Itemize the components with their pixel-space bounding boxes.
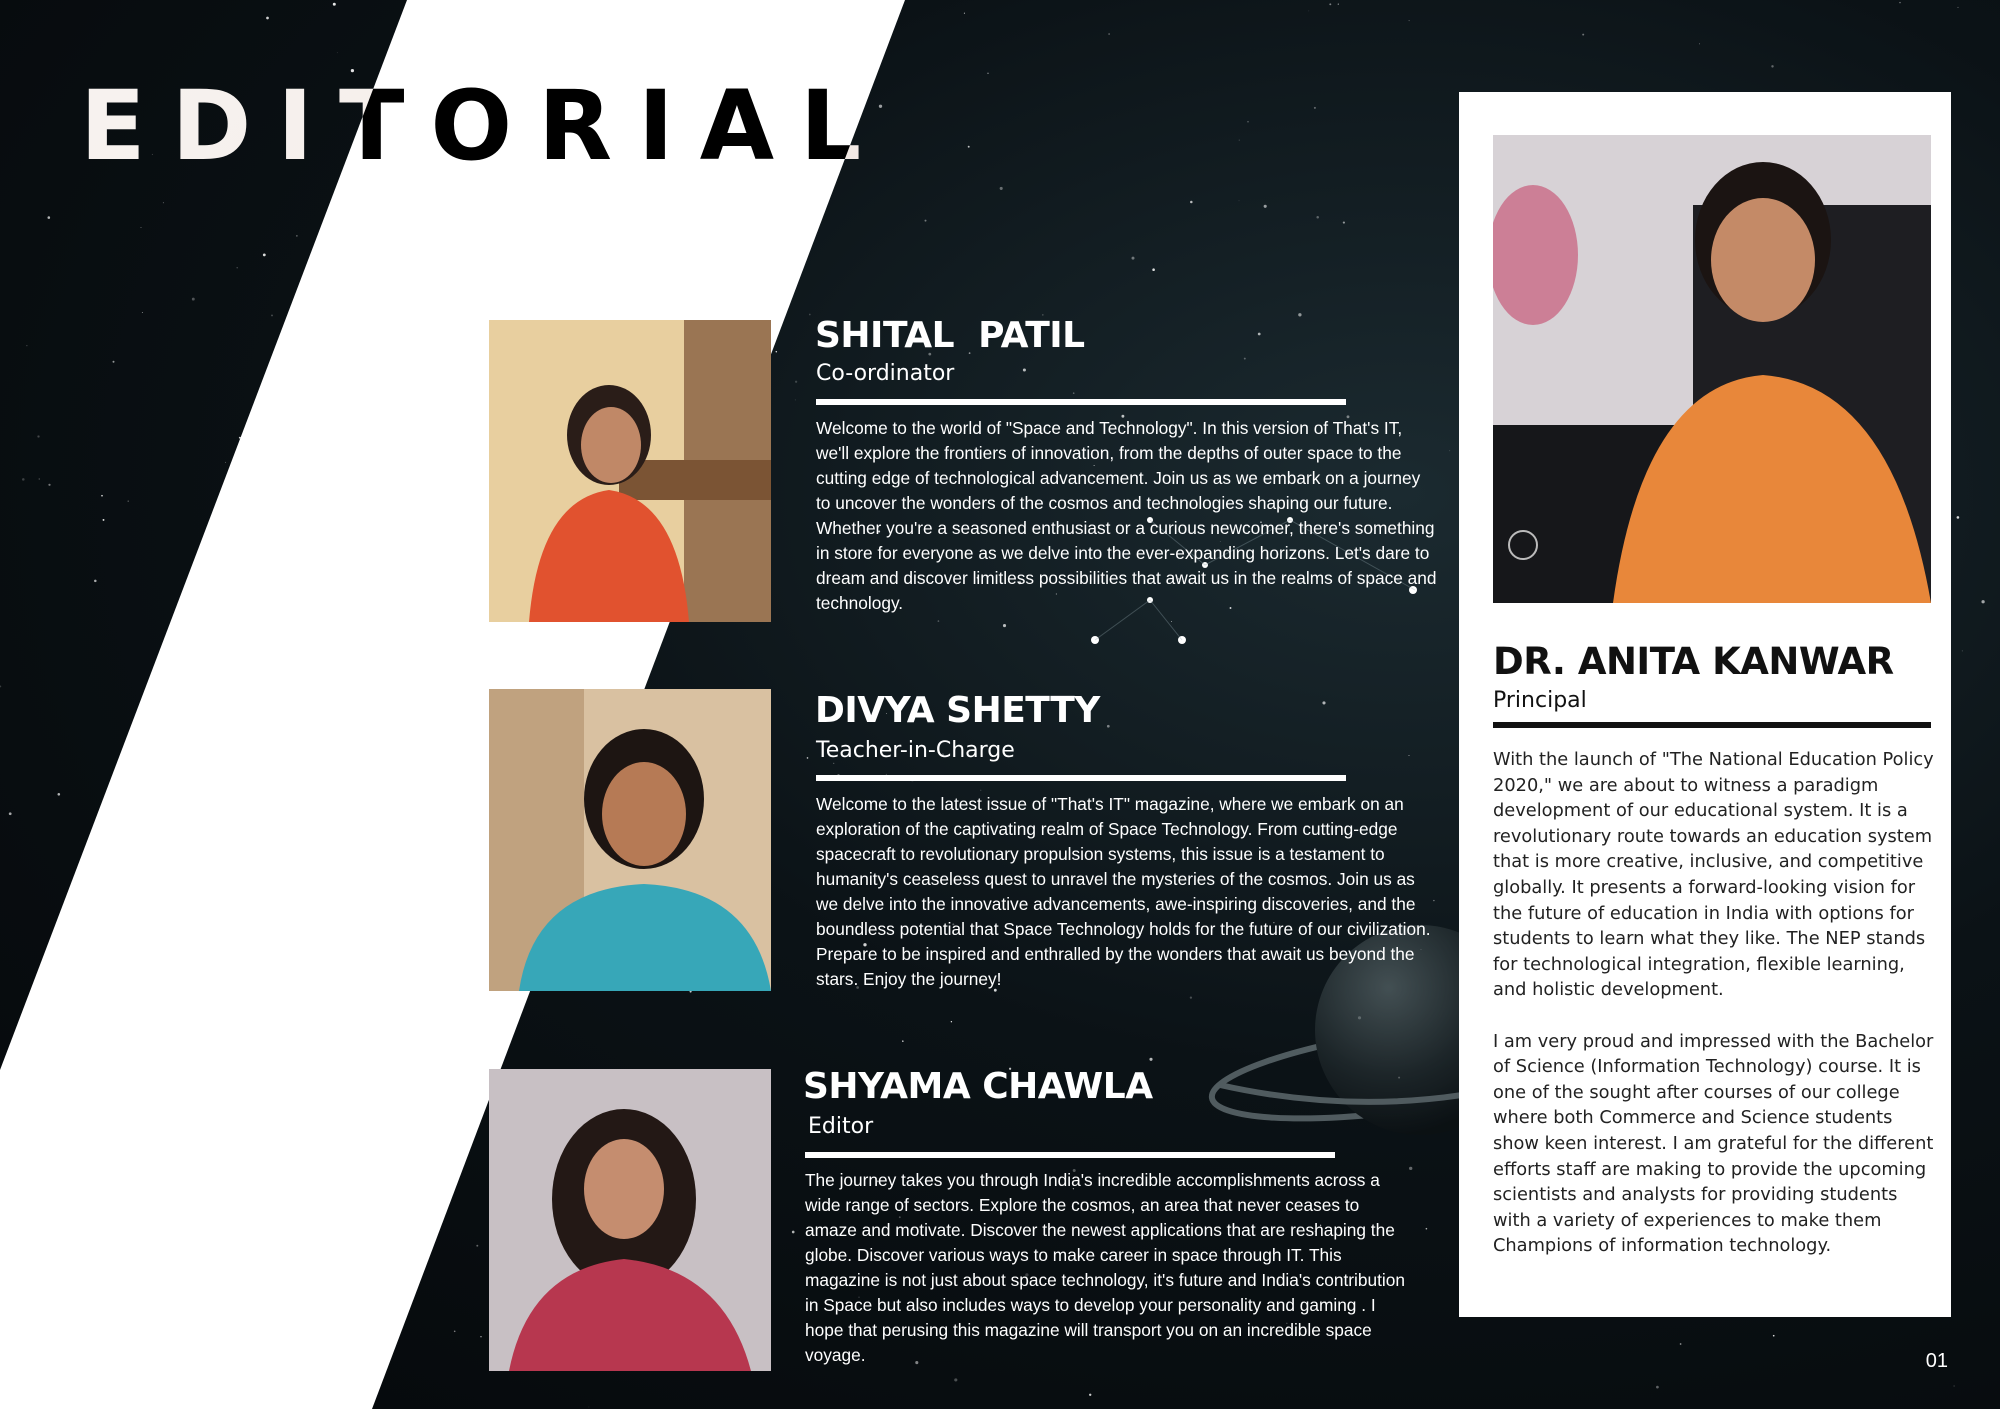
divider	[816, 775, 1346, 781]
photo-principal	[1493, 135, 1931, 603]
contributor-message: Welcome to the latest issue of "That's IT" magazine, where we embark on an exploration of the captivating realm of Space Technology. From cutting-edge spacecraft to revolutionary propulsion systems, this issue is a testament to humanity's ceaseless quest to unravel the mysteries of the cosmos. Join us as we delve into the innovative advancements, awe-inspiring discoveries, and the boundless potential that Space Technology holds for the future of our civilization. Prepare to be inspired and enthralled by the wonders that await us beyond the stars. Enjoy the journey!	[816, 794, 1431, 989]
divider	[1493, 722, 1931, 728]
principal-name: DR. ANITA KANWAR	[1493, 640, 1894, 683]
photo-divya-shetty	[489, 689, 771, 991]
principal-role: Principal	[1493, 688, 1587, 713]
divider	[805, 1152, 1335, 1158]
contributor-role: Teacher-in-Charge	[816, 738, 1015, 763]
principal-message	[1493, 747, 1935, 1259]
page-title: EDITORIAL	[80, 70, 888, 182]
contributor-name: DIVYA SHETTY	[815, 690, 1100, 731]
contributor-role: Co-ordinator	[816, 361, 955, 386]
photo-shital-patil	[489, 320, 771, 622]
principal-card	[1459, 92, 1951, 1317]
contributor-message: Welcome to the world of "Space and Technology". In this version of That's IT, we'll explore the frontiers of innovation, from the depths of outer space to the cutting edge of technological advancement. Join us as we embark on a journey to uncover the wonders of the cosmos and technologies shaping our future. Whether you're a seasoned enthusiast or a curious newcomer, there's something in store for everyone as we delve into the ever-expanding horizons. Let's dare to dream and discover limitless possibilities that await us in the realms of space and technology.	[816, 418, 1437, 613]
contributor-message: The journey takes you through India's incredible accomplishments across a wide range of sectors. Explore the cosmos, an area that never ceases to amaze and motivate. Discover the newest applications that are reshaping the globe. Discover various ways to make career in space through IT. This magazine is not just about space technology, it's future and India's contribution in Space but also includes ways to develop your personality and gaming . I hope that perusing this magazine will transport you on an incredible space voyage.	[805, 1170, 1405, 1365]
contributor-role: Editor	[808, 1114, 874, 1139]
contributor-name: SHYAMA CHAWLA	[803, 1066, 1153, 1107]
divider	[816, 399, 1346, 405]
principal-paragraph: I am very proud and impressed with the Bachelor of Science (Information Technology) course. It is one of the sought after courses of our college where both Commerce and Science students show keen interest. I am grateful for the different efforts staff are making to provide the upcoming scientists and analysts for providing students with a variety of experiences to make them Champions of information technology.	[1493, 1030, 1934, 1257]
page-number: 01	[1925, 1350, 1948, 1372]
contributor-name: SHITAL PATIL	[815, 315, 1085, 356]
photo-shyama-chawla	[489, 1069, 771, 1371]
principal-paragraph: With the launch of "The National Education Policy 2020," we are about to witness a paradigm development of our educational system. It is a revolutionary route towards an education system that is more creative, inclusive, and competitive globally. It presents a forward-looking vision for the future of education in India with options for students to learn what they like. The NEP stands for technological integration, flexible learning, and holistic development.	[1493, 749, 1934, 1001]
